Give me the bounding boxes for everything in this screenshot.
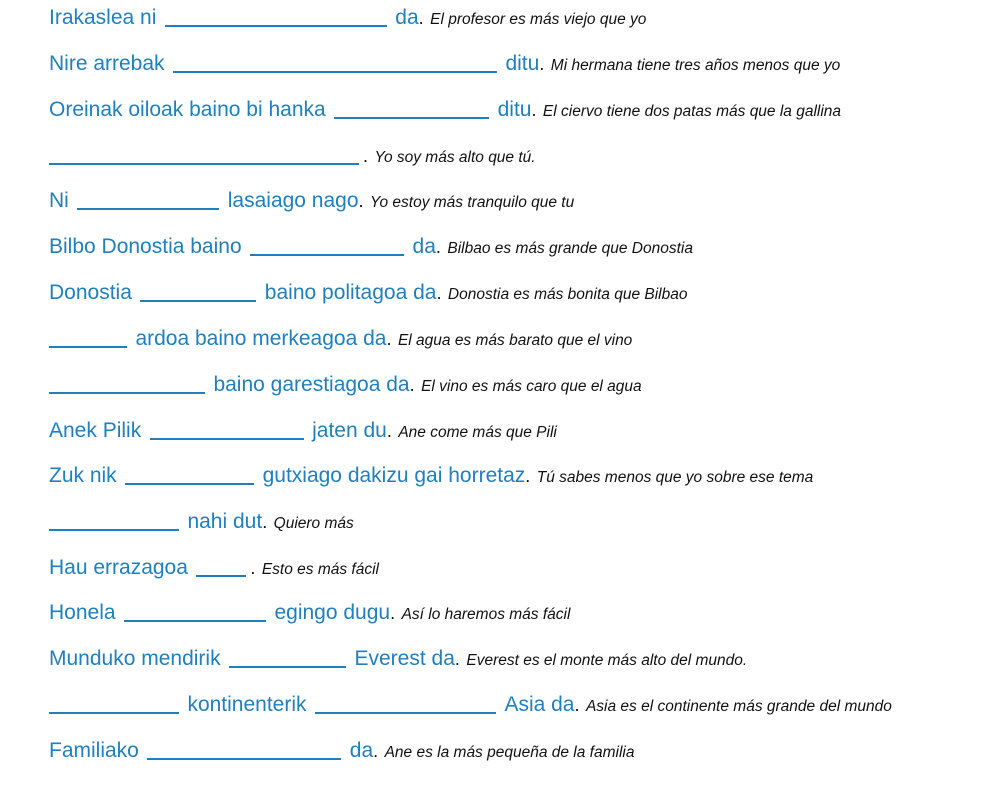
answer-blank[interactable] [49,509,179,531]
spanish-translation: Yo estoy más tranquilo que tu [370,194,575,211]
exercise-line-9: baino garestiagoa da. El vino es más caro que el agua [49,370,642,400]
basque-prefix: Anek Pilik [49,419,142,442]
basque-suffix: lasaiago nago [227,189,359,212]
answer-blank[interactable] [140,280,256,302]
exercise-line-8: ardoa baino merkeagoa da. El agua es más barato que el vino [49,324,632,354]
exercise-line-15: Munduko mendirik Everest da. Everest es el monte más alto del mundo. [49,647,748,670]
exercise-line-10: Anek Pilik jaten du. Ane come más que Pili [49,419,557,442]
spanish-translation: Esto es más fácil [261,561,379,578]
exercise-line-6: Bilbo Donostia baino da. Bilbao es más grande que Donostia [49,235,693,258]
basque-prefix: Oreinak oiloak baino bi hanka [49,98,326,121]
basque-suffix: da [395,6,419,29]
exercise-line-16: kontinenterik Asia da. Asia es el continente más grande del mundo [49,690,892,720]
exercise-line-5: Ni lasaiago nago. Yo estoy más tranquilo que tu [49,189,575,212]
basque-suffix: jaten du [312,419,387,442]
answer-blank[interactable] [165,5,387,27]
answer-blank[interactable] [173,51,497,73]
basque-prefix: Zuk nik [49,464,117,487]
answer-blank[interactable] [49,692,179,714]
spanish-translation: Ane es la más pequeña de la familia [384,744,635,761]
answer-blank[interactable] [125,463,254,485]
exercise-line-12: nahi dut. Quiero más [49,507,354,537]
answer-blank[interactable] [315,692,496,714]
spanish-translation: Tú sabes menos que yo sobre ese tema [536,469,814,486]
exercise-line-14: Honela egingo dugu. Así lo haremos más fácil [49,601,571,624]
basque-suffix: ardoa baino merkeagoa da [135,327,387,350]
basque-prefix: Ni [49,189,69,212]
basque-middle: kontinenterik [187,693,307,716]
spanish-translation: Así lo haremos más fácil [401,606,571,623]
basque-prefix: Irakaslea ni [49,6,157,29]
basque-suffix: egingo dugu [274,601,391,624]
basque-prefix: Munduko mendirik [49,647,221,670]
spanish-translation: El agua es más barato que el vino [397,332,633,349]
answer-blank[interactable] [150,418,304,440]
exercise-line-7: Donostia baino politagoa da. Donostia es más bonita que Bilbao [49,281,688,304]
spanish-translation: El vino es más caro que el agua [421,378,642,395]
basque-prefix: Familiako [49,739,139,762]
answer-blank[interactable] [49,143,359,165]
answer-blank[interactable] [229,646,346,668]
basque-suffix: ditu [505,52,540,75]
spanish-translation: Mi hermana tiene tres años menos que yo [550,57,841,74]
basque-suffix: da [412,235,436,258]
basque-suffix: baino politagoa da [264,281,437,304]
answer-blank[interactable] [334,97,489,119]
basque-prefix: Hau errazagoa [49,556,188,579]
spanish-translation: Everest es el monte más alto del mundo. [466,652,748,669]
spanish-translation: Quiero más [273,515,354,532]
basque-suffix: baino garestiagoa da [213,373,410,396]
exercise-line-2: Nire arrebak ditu. Mi hermana tiene tres años menos que yo [49,52,841,75]
basque-suffix: ditu [497,98,532,121]
basque-prefix: Honela [49,601,116,624]
exercise-line-17: Familiako da. Ane es la más pequeña de la familia [49,739,635,762]
basque-prefix: Nire arrebak [49,52,165,75]
basque-prefix: Bilbo Donostia baino [49,235,242,258]
exercise-line-1: Irakaslea ni da. El profesor es más viejo que yo [49,6,647,29]
answer-blank[interactable] [250,234,404,256]
spanish-translation: Donostia es más bonita que Bilbao [447,286,688,303]
basque-suffix: Everest da [354,647,455,670]
spanish-translation: Asia es el continente más grande del mundo [585,698,892,715]
basque-suffix: da [349,739,374,762]
spanish-translation: Yo soy más alto que tú. [374,149,536,166]
exercise-line-3: Oreinak oiloak baino bi hanka ditu. El ciervo tiene dos patas más que la gallina [49,98,842,121]
exercise-line-13: Hau errazagoa . Esto es más fácil [49,556,379,579]
answer-blank[interactable] [49,326,127,348]
basque-suffix: gutxiago dakizu gai horretaz [262,464,526,487]
exercise-line-11: Zuk nik gutxiago dakizu gai horretaz. Tú sabes menos que yo sobre ese tema [49,464,814,487]
basque-suffix: nahi dut [187,510,263,533]
basque-suffix: Asia da [504,693,575,716]
spanish-translation: Ane come más que Pili [398,424,557,441]
answer-blank[interactable] [77,188,219,210]
exercise-line-4: . Yo soy más alto que tú. [49,141,536,171]
spanish-translation: Bilbao es más grande que Donostia [447,240,693,257]
basque-prefix: Donostia [49,281,132,304]
spanish-translation: El ciervo tiene dos patas más que la gallina [542,103,842,120]
answer-blank[interactable] [196,555,246,577]
answer-blank[interactable] [49,372,205,394]
answer-blank[interactable] [147,738,341,760]
answer-blank[interactable] [124,600,266,622]
spanish-translation: El profesor es más viejo que yo [430,11,647,28]
